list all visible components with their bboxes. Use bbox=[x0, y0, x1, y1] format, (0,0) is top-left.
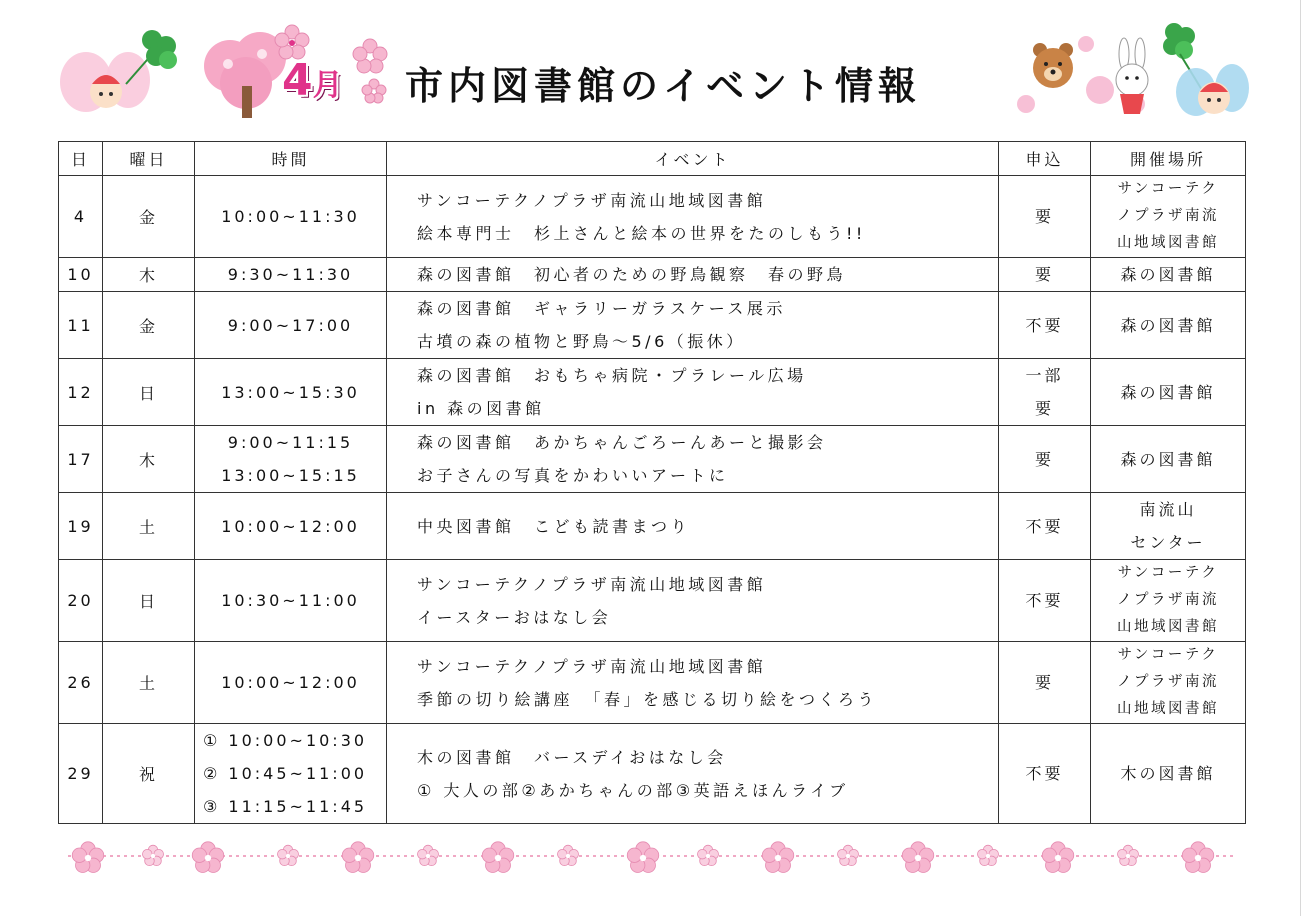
event-cell-line: イースターおはなし会 bbox=[417, 607, 612, 627]
day-cell: 29 bbox=[59, 724, 103, 824]
time-cell bbox=[195, 292, 387, 359]
weekday-cell: 金 bbox=[103, 176, 195, 258]
venue-cell bbox=[1091, 724, 1246, 824]
time-cell bbox=[195, 359, 387, 426]
time-cell-line: 10:30~11:00 bbox=[221, 591, 360, 610]
application-cell bbox=[999, 493, 1091, 560]
sakura-icon bbox=[627, 842, 659, 873]
event-cell-line: 季節の切り絵講座 「春」を感じる切り絵をつくろう bbox=[417, 689, 878, 709]
sakura-icon bbox=[837, 845, 858, 865]
weekday-cell: 祝 bbox=[103, 724, 195, 824]
event-cell-line: 森の図書館 ギャラリーガラスケース展示 bbox=[417, 299, 786, 318]
time-cell-line: ① 10:00~10:30 bbox=[203, 731, 368, 750]
sakura-icon bbox=[1042, 842, 1074, 873]
sakura-icon bbox=[277, 845, 298, 865]
application-cell bbox=[999, 642, 1091, 724]
venue-cell bbox=[1091, 359, 1246, 426]
application-cell-line: 要 bbox=[1034, 673, 1054, 692]
event-cell-line: 中央図書館 こども読書まつり bbox=[417, 516, 691, 536]
time-cell bbox=[195, 176, 387, 258]
venue-cell bbox=[1091, 292, 1246, 359]
time-cell-line: 10:00~12:00 bbox=[221, 673, 360, 692]
sakura-icon bbox=[342, 842, 374, 873]
month-label bbox=[282, 56, 343, 111]
venue-cell bbox=[1091, 642, 1246, 724]
application-cell bbox=[999, 258, 1091, 292]
event-cell-line: サンコーテクノプラザ南流山地域図書館 bbox=[417, 574, 767, 594]
time-cell bbox=[195, 642, 387, 724]
venue-cell bbox=[1091, 426, 1246, 493]
venue-cell-line: センター bbox=[1130, 533, 1206, 552]
venue-cell bbox=[1091, 493, 1246, 560]
sakura-icon bbox=[192, 842, 224, 873]
table-row bbox=[59, 292, 1246, 359]
venue-cell-line: ノプラザ南流 bbox=[1117, 592, 1219, 608]
event-cell bbox=[387, 724, 999, 824]
table-row bbox=[59, 493, 1246, 560]
application-cell-line: 要 bbox=[1034, 207, 1054, 226]
table-row bbox=[59, 426, 1246, 493]
event-cell-line: 森の図書館 おもちゃ病院・プラレール広場 bbox=[417, 366, 807, 385]
event-cell bbox=[387, 176, 999, 258]
cherry-blossom-garland-icon bbox=[58, 830, 1245, 890]
table-row bbox=[59, 359, 1246, 426]
time-cell-line: 9:00~17:00 bbox=[227, 315, 354, 335]
time-cell-line: 10:00~12:00 bbox=[221, 516, 360, 536]
event-cell-line: ① 大人の部②あかちゃんの部③英語えほんライブ bbox=[417, 780, 849, 800]
event-cell bbox=[387, 426, 999, 493]
application-cell bbox=[999, 724, 1091, 824]
sakura-icon bbox=[482, 842, 514, 873]
col-header-weekday: 曜日 bbox=[103, 142, 195, 176]
event-cell bbox=[387, 642, 999, 724]
weekday-cell: 木 bbox=[103, 258, 195, 292]
application-cell bbox=[999, 359, 1091, 426]
sakura-icon bbox=[977, 845, 998, 865]
clover-fairy-right-icon bbox=[1150, 20, 1250, 120]
sakura-icon bbox=[72, 842, 104, 873]
venue-cell-line: サンコーテク bbox=[1117, 647, 1219, 663]
table-header-row bbox=[59, 142, 1246, 176]
venue-cell bbox=[1091, 560, 1246, 642]
sakura-icon bbox=[762, 842, 794, 873]
application-cell-line: 要 bbox=[1034, 449, 1054, 469]
application-cell bbox=[999, 560, 1091, 642]
month-unit: 月 bbox=[312, 68, 343, 103]
bear-and-rabbit-icon bbox=[1016, 24, 1156, 124]
venue-cell-line: 南流山 bbox=[1139, 500, 1197, 519]
sakura-icon bbox=[557, 845, 578, 865]
day-cell: 10 bbox=[59, 258, 103, 292]
application-cell-line: 不要 bbox=[1025, 764, 1064, 783]
event-cell-line: 木の図書館 バースデイおはなし会 bbox=[417, 747, 727, 767]
event-cell-line: お子さんの写真をかわいいアートに bbox=[417, 466, 729, 485]
venue-cell-line: 森の図書館 bbox=[1120, 315, 1216, 335]
time-cell-line: 9:00~11:15 bbox=[227, 433, 354, 452]
event-cell-line: 森の図書館 初心者のための野鳥観察 春の野鳥 bbox=[417, 265, 847, 284]
event-cell-line: サンコーテクノプラザ南流山地域図書館 bbox=[417, 656, 767, 676]
application-cell bbox=[999, 292, 1091, 359]
col-header-venue: 開催場所 bbox=[1091, 142, 1246, 176]
venue-cell-line: サンコーテク bbox=[1117, 565, 1219, 581]
weekday-cell: 日 bbox=[103, 359, 195, 426]
sakura-icon bbox=[902, 842, 934, 873]
time-cell bbox=[195, 426, 387, 493]
time-cell bbox=[195, 724, 387, 824]
day-cell: 20 bbox=[59, 560, 103, 642]
sakura-icon bbox=[697, 845, 718, 865]
table-row bbox=[59, 642, 1246, 724]
weekday-cell: 土 bbox=[103, 642, 195, 724]
application-cell-line: 要 bbox=[1034, 265, 1054, 284]
application-cell-line: 不要 bbox=[1025, 315, 1064, 335]
application-cell-line: 不要 bbox=[1025, 591, 1064, 610]
venue-cell-line: 山地域図書館 bbox=[1117, 235, 1219, 251]
venue-cell-line: ノプラザ南流 bbox=[1117, 674, 1219, 690]
day-cell: 26 bbox=[59, 642, 103, 724]
month-number: 4 bbox=[282, 55, 313, 106]
day-cell: 11 bbox=[59, 292, 103, 359]
event-cell bbox=[387, 359, 999, 426]
weekday-cell: 金 bbox=[103, 292, 195, 359]
time-cell-line: 13:00~15:15 bbox=[221, 466, 360, 485]
event-cell bbox=[387, 493, 999, 560]
sakura-icon bbox=[1182, 842, 1214, 873]
time-cell-line: 10:00~11:30 bbox=[221, 207, 360, 226]
clover-fairy-left-icon bbox=[56, 22, 186, 122]
venue-cell-line: 山地域図書館 bbox=[1117, 619, 1219, 635]
events-table bbox=[58, 141, 1246, 824]
venue-cell bbox=[1091, 258, 1246, 292]
weekday-cell: 木 bbox=[103, 426, 195, 493]
application-cell-line: 要 bbox=[1034, 399, 1054, 418]
col-header-application: 申込 bbox=[999, 142, 1091, 176]
day-cell: 4 bbox=[59, 176, 103, 258]
venue-cell-line: ノプラザ南流 bbox=[1117, 208, 1219, 224]
event-cell-line: 森の図書館 あかちゃんごろーんあーと撮影会 bbox=[417, 433, 827, 452]
sakura-icon bbox=[142, 845, 163, 865]
application-cell-line: 一部 bbox=[1025, 366, 1064, 385]
day-cell: 17 bbox=[59, 426, 103, 493]
day-cell: 19 bbox=[59, 493, 103, 560]
table-row bbox=[59, 258, 1246, 292]
table-row bbox=[59, 176, 1246, 258]
venue-cell-line: サンコーテク bbox=[1117, 181, 1219, 197]
time-cell-line: ② 10:45~11:00 bbox=[203, 764, 368, 783]
sakura-icon bbox=[348, 36, 392, 106]
page-title: 市内図書館のイベント情報 bbox=[405, 64, 922, 108]
event-cell bbox=[387, 292, 999, 359]
event-cell bbox=[387, 560, 999, 642]
application-cell-line: 不要 bbox=[1025, 516, 1064, 536]
event-cell-line: in 森の図書館 bbox=[417, 399, 545, 418]
application-cell bbox=[999, 426, 1091, 493]
time-cell bbox=[195, 493, 387, 560]
table-row bbox=[59, 724, 1246, 824]
event-cell-line: サンコーテクノプラザ南流山地域図書館 bbox=[417, 190, 767, 210]
venue-cell-line: 山地域図書館 bbox=[1117, 701, 1219, 717]
event-cell-line: 古墳の森の植物と野鳥～5/6（振休） bbox=[417, 332, 746, 351]
sakura-icon bbox=[1117, 845, 1138, 865]
weekday-cell: 土 bbox=[103, 493, 195, 560]
time-cell bbox=[195, 560, 387, 642]
venue-cell-line: 森の図書館 bbox=[1120, 265, 1216, 284]
sakura-icon bbox=[417, 845, 438, 865]
venue-cell-line: 森の図書館 bbox=[1120, 449, 1216, 469]
time-cell bbox=[195, 258, 387, 292]
col-header-event: イベント bbox=[387, 142, 999, 176]
venue-cell-line: 木の図書館 bbox=[1120, 764, 1216, 783]
venue-cell bbox=[1091, 176, 1246, 258]
application-cell bbox=[999, 176, 1091, 258]
day-cell: 12 bbox=[59, 359, 103, 426]
venue-cell-line: 森の図書館 bbox=[1120, 382, 1216, 402]
event-cell bbox=[387, 258, 999, 292]
table-row bbox=[59, 560, 1246, 642]
event-cell-line: 絵本専門士 杉上さんと絵本の世界をたのしもう!! bbox=[417, 223, 866, 243]
weekday-cell: 日 bbox=[103, 560, 195, 642]
time-cell-line: ③ 11:15~11:45 bbox=[203, 797, 368, 816]
col-header-day: 日 bbox=[59, 142, 103, 176]
col-header-time: 時間 bbox=[195, 142, 387, 176]
time-cell-line: 13:00~15:30 bbox=[221, 382, 360, 402]
time-cell-line: 9:30~11:30 bbox=[227, 265, 354, 284]
